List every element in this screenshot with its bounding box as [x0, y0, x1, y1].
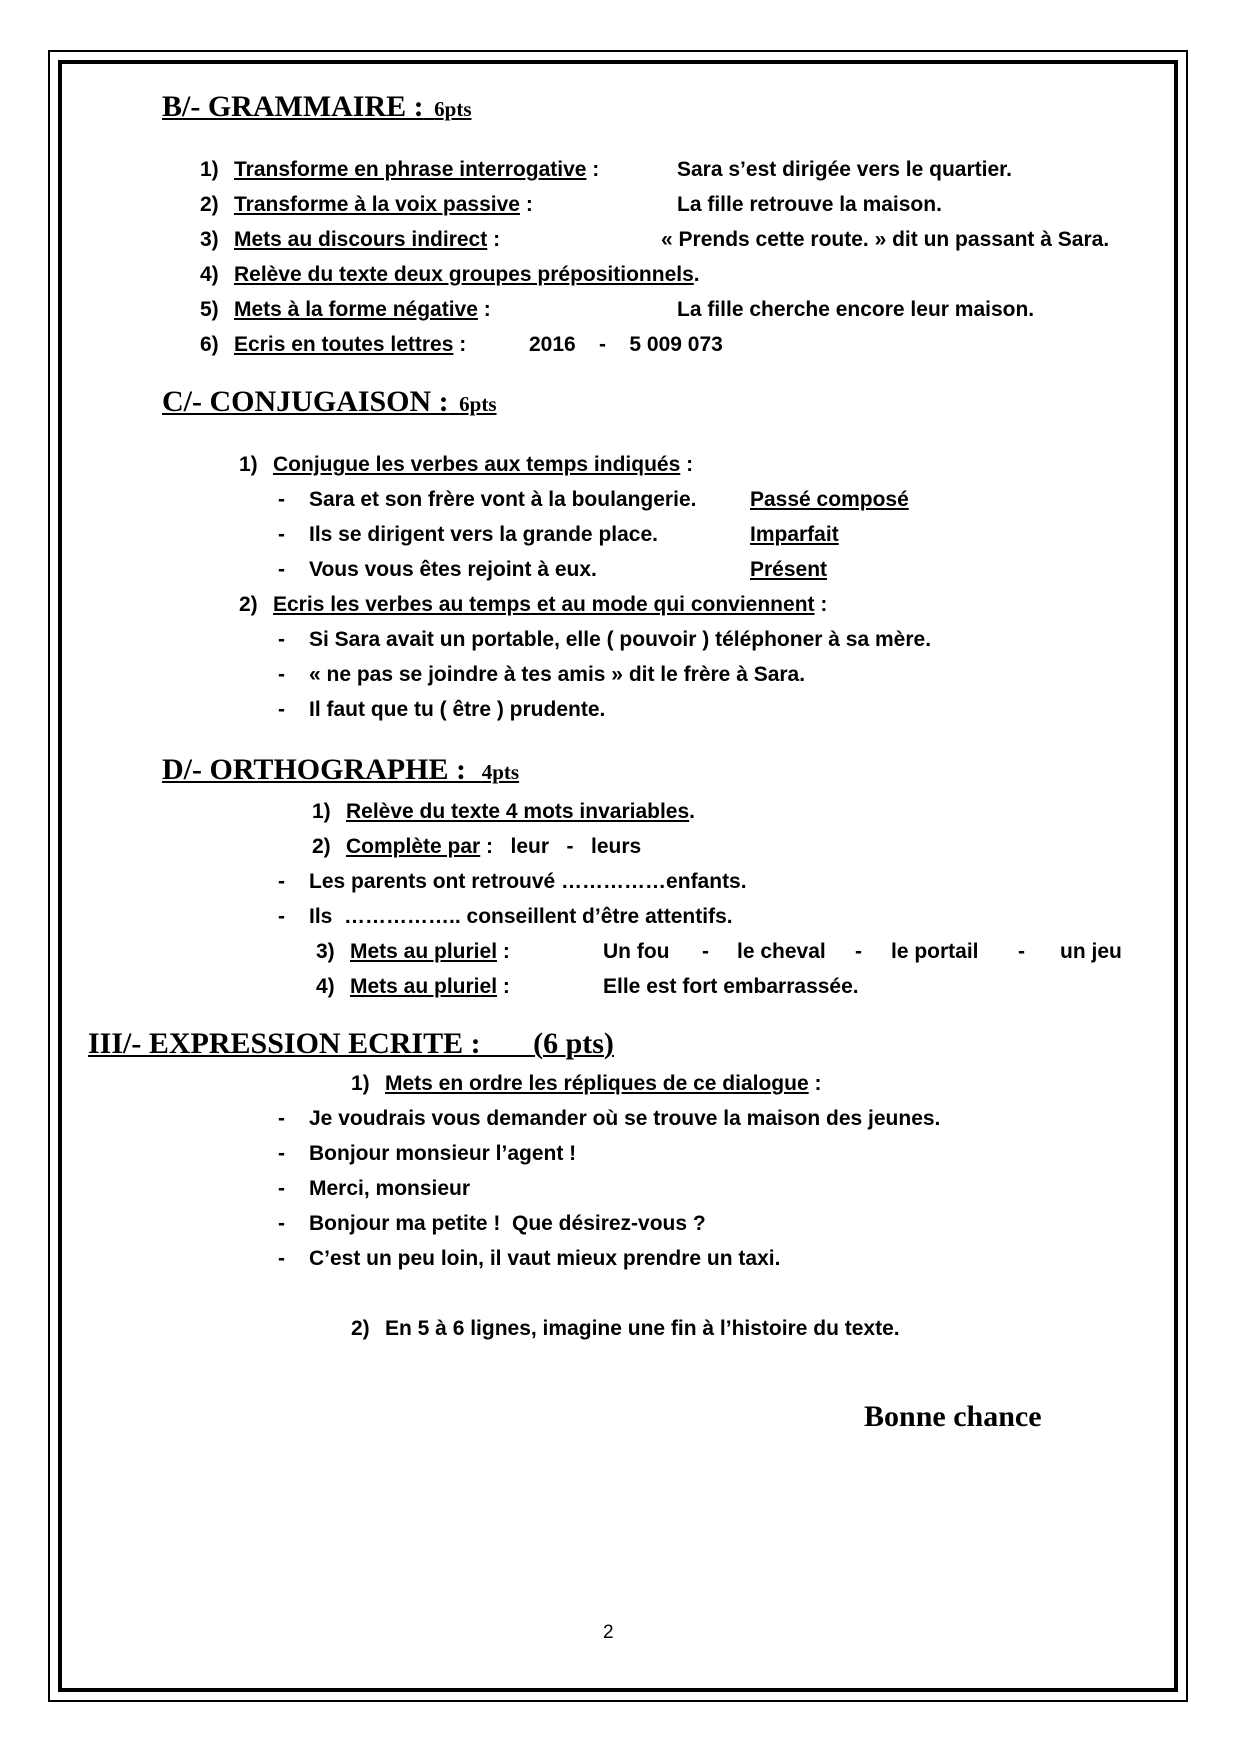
word-separator: -	[1018, 940, 1025, 963]
bullet-dash: -	[278, 488, 285, 511]
item-instruction: Complète par	[346, 835, 481, 858]
item-instruction: Mets au discours indirect	[234, 228, 488, 251]
bullet-dash: -	[278, 523, 285, 546]
item-instruction: Mets au pluriel	[350, 940, 498, 963]
page-number: 2	[603, 1622, 614, 1643]
word: le portail	[891, 940, 979, 963]
word-separator: -	[855, 940, 862, 963]
conjugaison-q2	[239, 592, 827, 618]
grammaire-item-5	[200, 297, 491, 323]
item-instruction: Transforme en phrase interrogative	[234, 158, 587, 181]
sentence: Sara et son frère vont à la boulangerie.	[309, 488, 697, 511]
word-separator: -	[702, 940, 709, 963]
conjugaison-heading	[162, 385, 497, 418]
tense-label: Imparfait	[750, 523, 839, 546]
bullet-dash: -	[278, 1107, 285, 1130]
item-instruction: Ecris en toutes lettres	[234, 333, 454, 356]
grammaire-item-6-content: 2016 - 5 009 073	[529, 333, 723, 356]
bullet-dash: -	[278, 1247, 285, 1270]
sentence: Les parents ont retrouvé ……………enfants.	[309, 870, 747, 893]
bullet-dash: -	[278, 558, 285, 581]
bullet-dash: -	[278, 698, 285, 721]
orthographe-points: 4pts	[481, 760, 520, 784]
item-suffix: :	[497, 975, 510, 998]
orthographe-heading	[162, 753, 520, 786]
sentence: Il faut que tu ( être ) prudente.	[309, 698, 606, 721]
sentence: « ne pas se joindre à tes amis » dit le frère à Sara.	[309, 663, 806, 686]
grammaire-item-2-content: La fille retrouve la maison.	[677, 193, 942, 216]
conjugaison-title: C/- CONJUGAISON :	[162, 385, 449, 418]
item-instruction: Conjugue les verbes aux temps indiqués	[273, 453, 681, 476]
sentence: Vous vous êtes rejoint à eux.	[309, 558, 597, 581]
item-instruction: En 5 à 6 lignes, imagine une fin à l’histoire du texte.	[385, 1317, 900, 1340]
item-number: 1)	[239, 453, 258, 476]
bullet-dash: -	[278, 663, 285, 686]
grammaire-item-2	[200, 192, 533, 218]
item-suffix: :	[497, 940, 510, 963]
orthographe-q3	[316, 939, 510, 965]
tense-label: Présent	[750, 558, 828, 581]
bullet-dash: -	[278, 1142, 285, 1165]
item-suffix: :	[519, 193, 533, 216]
item-suffix: :	[477, 298, 491, 321]
item-instruction: Relève du texte 4 mots invariables	[346, 800, 690, 823]
conjugaison-points: 6pts	[459, 392, 497, 416]
item-number: 2)	[239, 593, 258, 616]
item-number: 3)	[200, 228, 219, 251]
grammaire-item-3	[200, 227, 500, 253]
bullet-dash: -	[278, 628, 285, 651]
sentence: Bonjour ma petite ! Que désirez-vous ?	[309, 1212, 706, 1235]
item-suffix: :	[453, 333, 467, 356]
grammaire-item-6	[200, 332, 466, 358]
item-number: 3)	[316, 940, 335, 963]
item-number: 5)	[200, 298, 219, 321]
item-suffix: :	[680, 453, 694, 476]
expression-title: III/- EXPRESSION ECRITE :	[88, 1027, 481, 1060]
item-suffix: : leur - leurs	[480, 835, 642, 858]
item-instruction: Relève du texte deux groupes prépositionnels	[234, 263, 694, 286]
grammaire-item-1-content: Sara s’est dirigée vers le quartier.	[677, 158, 1013, 181]
item-suffix: :	[586, 158, 600, 181]
item-suffix: .	[689, 800, 695, 823]
bullet-dash: -	[278, 1177, 285, 1200]
item-number: 1)	[312, 800, 331, 823]
item-instruction: Ecris les verbes au temps et au mode qui conviennent	[273, 593, 815, 616]
sentence: Si Sara avait un portable, elle ( pouvoir ) téléphoner à sa mère.	[309, 628, 932, 651]
sentence: Ils …………….. conseillent d’être attentifs.	[309, 905, 733, 928]
item-number: 4)	[200, 263, 219, 286]
orthographe-q2	[312, 834, 641, 860]
orthographe-q4	[316, 974, 510, 1000]
grammaire-item-4	[200, 262, 700, 288]
item-instruction: Transforme à la voix passive	[234, 193, 520, 216]
item-number: 4)	[316, 975, 335, 998]
grammaire-heading	[162, 90, 472, 123]
item-instruction: Mets en ordre les répliques de ce dialogue	[385, 1072, 809, 1095]
expression-q1	[351, 1071, 821, 1097]
item-suffix: :	[808, 1072, 822, 1095]
closing-text: Bonne chance	[864, 1400, 1042, 1433]
sentence: Ils se dirigent vers la grande place.	[309, 523, 658, 546]
conjugaison-q1	[239, 452, 693, 478]
word: Un fou	[603, 940, 670, 963]
orthographe-title: D/- ORTHOGRAPHE :	[162, 753, 466, 786]
item-number: 2)	[200, 193, 219, 216]
word: le cheval	[737, 940, 826, 963]
item-number: 1)	[200, 158, 219, 181]
expression-q2	[351, 1316, 900, 1342]
item-number: 2)	[351, 1317, 370, 1340]
bullet-dash: -	[278, 870, 285, 893]
item-suffix: :	[487, 228, 501, 251]
sentence: Merci, monsieur	[309, 1177, 471, 1200]
grammaire-points: 6pts	[434, 97, 472, 121]
item-instruction: Mets au pluriel	[350, 975, 498, 998]
tense-label: Passé composé	[750, 488, 909, 511]
orthographe-q4-content: Elle est fort embarrassée.	[603, 975, 859, 998]
bullet-dash: -	[278, 905, 285, 928]
orthographe-q1	[312, 799, 695, 825]
word: un jeu	[1060, 940, 1122, 963]
expression-points: (6 pts)	[533, 1027, 614, 1060]
item-suffix: :	[814, 593, 828, 616]
item-suffix: .	[693, 263, 700, 286]
item-number: 6)	[200, 333, 219, 356]
item-number: 2)	[312, 835, 331, 858]
grammaire-title: B/- GRAMMAIRE :	[162, 90, 424, 123]
grammaire-item-5-content: La fille cherche encore leur maison.	[677, 298, 1035, 321]
bullet-dash: -	[278, 1212, 285, 1235]
item-number: 1)	[351, 1072, 370, 1095]
sentence: C’est un peu loin, il vaut mieux prendre un taxi.	[309, 1247, 781, 1270]
grammaire-item-1	[200, 157, 599, 183]
item-instruction: Mets à la forme négative	[234, 298, 478, 321]
expression-heading	[88, 1027, 614, 1060]
sentence: Je voudrais vous demander où se trouve la maison des jeunes.	[309, 1107, 941, 1130]
grammaire-item-3-content: « Prends cette route. » dit un passant à Sara.	[661, 228, 1110, 251]
sentence: Bonjour monsieur l’agent !	[309, 1142, 577, 1165]
